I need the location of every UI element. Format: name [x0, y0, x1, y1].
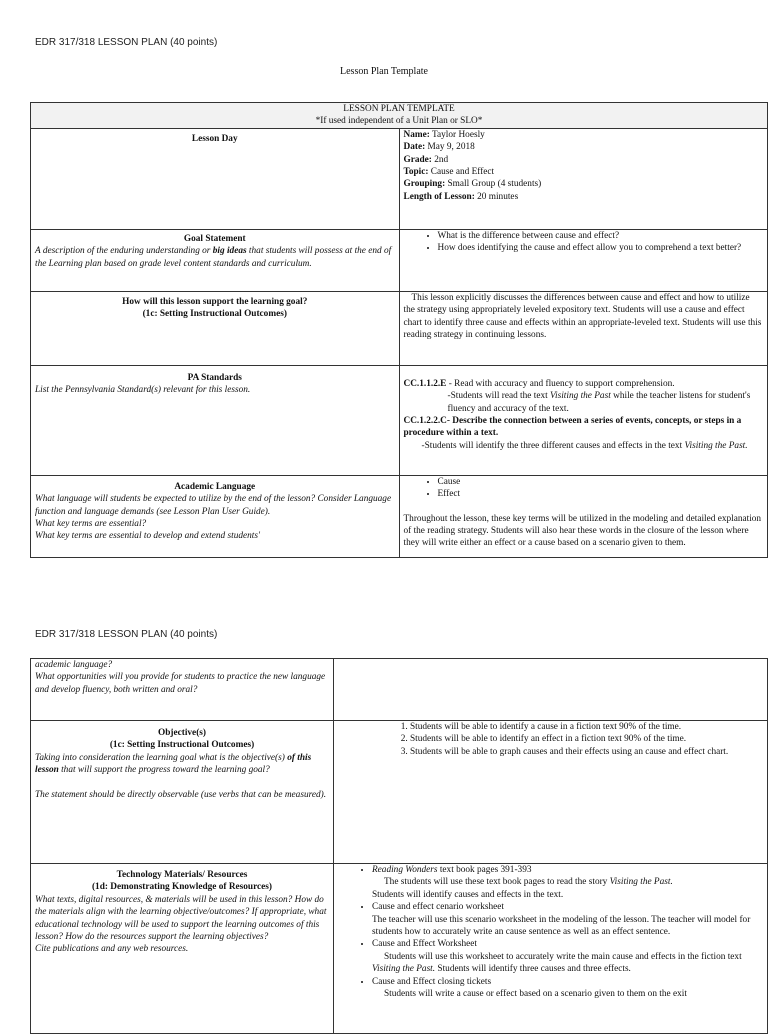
list-item: • How does identifying the cause and effect allow you to comprehend a text better?: [438, 242, 764, 254]
lesson-day-row: [31, 128, 768, 229]
resource-1-detail: The students will use these text book pages to read the story Visiting the Past.: [384, 877, 673, 888]
support-content-cell: [399, 291, 768, 365]
technology-citation-note: Cite publications and any web resources.: [35, 944, 189, 955]
info-length: Length of Lesson: 20 minutes: [403, 191, 519, 202]
resources-list-3: [338, 938, 763, 950]
resource-3-detail: Students will use this worksheet to accurately write the main cause and effects in the fiction text Visiting the Past. Students will identify three causes and three effects.: [372, 951, 742, 975]
academic-language-row: [31, 475, 768, 557]
support-label-cell: [31, 291, 400, 365]
objectives-content-cell: [334, 721, 768, 864]
info-name: Name: Taylor Hoesly: [403, 129, 485, 140]
list-item: • Cause and Effect Worksheet: [372, 938, 763, 950]
objectives-note: The statement should be directly observable (use verbs that can be measured).: [35, 789, 327, 800]
goal-row: [31, 229, 768, 291]
standard-2-detail: -Students will identify the three different causes and effects in the text Visiting the Past.: [421, 440, 748, 451]
page-2-header: EDR 317/318 LESSON PLAN (40 points): [35, 629, 218, 640]
resource-4-detail: Students will write a cause or effect based on a scenario given to them on the exit: [384, 989, 687, 1000]
technology-label-cell: [31, 864, 334, 1034]
list-item: • Cause and effect cenario worksheet: [372, 901, 763, 913]
academic-description-3: What key terms are essential to develop and extend students': [35, 531, 260, 542]
list-item: 2. Students will be able to identify an effect in a fiction text 90% of the time.: [410, 733, 763, 745]
resources-list-4: [338, 976, 763, 988]
pa-label: PA Standards: [187, 372, 242, 383]
standard-1: CC.1.1.2.E - Read with accuracy and fluency to support comprehension.: [403, 378, 675, 389]
technology-label: Technology Materials/ Resources: [116, 870, 248, 880]
standard-2: CC.1.2.2.C- Describe the connection between a series of events, concepts, or steps in a procedure within a text.: [403, 416, 742, 439]
objectives-label-code: (1c: Setting Instructional Outcomes): [109, 740, 255, 751]
list-item: • Cause and Effect closing tickets: [372, 976, 763, 988]
resources-list: [338, 864, 763, 876]
lesson-info-cell: [399, 128, 768, 229]
list-item: • What is the difference between cause and effect?: [438, 230, 764, 242]
page-header: EDR 317/318 LESSON PLAN (40 points): [35, 37, 218, 48]
support-row: [31, 291, 768, 365]
standard-1-detail: -Students will read the text Visiting the Past while the teacher listens for student's fluency and accuracy of the text.: [447, 391, 751, 414]
technology-label-code: (1d: Demonstrating Knowledge of Resources): [91, 882, 273, 893]
info-grouping: Grouping: Small Group (4 students): [403, 179, 542, 190]
list-item: 3. Students will be able to graph causes and their effects using an cause and effect chart.: [410, 746, 763, 758]
support-text: This lesson explicitly discusses the differences between cause and effect and how to utilize the strategy using appropriately leveled expository text. Students will use a cause and effect chart to identify three cause and effects within an appropriate-leveled text. Students will use this reading strategy in continuing lessons.: [403, 292, 762, 341]
academic-continued-line: academic language?: [35, 660, 113, 670]
banner-note: *If used independent of a Unit Plan or SLO*: [315, 116, 483, 127]
banner-title: LESSON PLAN TEMPLATE: [343, 104, 455, 114]
academic-content-cell: [399, 475, 768, 557]
objectives-label-cell: [31, 721, 334, 864]
technology-content-cell: [334, 864, 768, 1034]
objectives-label: Objective(s): [157, 728, 206, 738]
support-label-code: (1c: Setting Instructional Outcomes): [142, 309, 287, 320]
pa-label-cell: [31, 365, 400, 475]
empty-cell: [334, 659, 768, 721]
info-grade: Grade: 2nd: [403, 154, 449, 165]
lesson-day-label: Lesson Day: [191, 133, 238, 144]
academic-description: What language will students be expected to utilize by the end of the lesson? Consider Language function and language demands (see Lesson Plan User Guide).: [35, 494, 392, 517]
pa-content-cell: [399, 365, 768, 475]
info-date: Date: May 9, 2018: [403, 142, 475, 153]
support-label: How will this lesson support the learning goal?: [122, 296, 308, 307]
academic-label: Academic Language: [174, 481, 256, 492]
academic-description-2: What key terms are essential?: [35, 519, 147, 530]
objectives-row: [31, 721, 768, 864]
document-subtitle: Lesson Plan Template: [340, 66, 428, 77]
key-terms: [404, 476, 764, 501]
objectives-description: Taking into consideration the learning goal what is the objective(s) of this lesson that will support the progress toward the learning goal?: [35, 752, 312, 776]
goal-bullets: [404, 230, 764, 255]
goal-description: A description of the enduring understanding or big ideas that students will possess at the end of the Learning plan based on grade level content standards and curriculum.: [35, 246, 392, 269]
lesson-plan-table-continued: [30, 658, 768, 1034]
list-item: • Reading Wonders text book pages 391-393: [372, 864, 763, 876]
goal-label-cell: [31, 229, 400, 291]
technology-row: [31, 864, 768, 1034]
pa-description: List the Pennsylvania Standard(s) relevant for this lesson.: [35, 385, 251, 396]
academic-text: Throughout the lesson, these key terms will be utilized in the modeling and detailed explanation of the reading strategy. Students will also hear these words in the closure of the lesson where they will write either an effect or a cause based on a scenario given to them.: [403, 513, 762, 549]
academic-continued-question: What opportunities will you provide for students to practice the new language and develop fluency, both written and oral?: [35, 672, 326, 695]
resource-1-detail-2: Students will identify causes and effects in the text.: [372, 889, 564, 900]
goal-content-cell: [399, 229, 768, 291]
list-item: 1. Students will be able to identify a cause in a fiction text 90% of the time.: [410, 721, 763, 733]
objectives-list: [338, 721, 763, 758]
lesson-plan-table: [30, 102, 768, 558]
technology-description: What texts, digital resources, & materials will be used in this lesson? How do the materials align with the learning objective/outcomes? If appropriate, what educational technology will be used to support the learning outcomes of this lesson? How do the resources support the learning objectives?: [35, 894, 327, 943]
template-banner: [31, 103, 768, 129]
resources-list-2: [338, 901, 763, 913]
academic-continued-cell: [31, 659, 334, 721]
academic-label-cell: [31, 475, 400, 557]
info-topic: Topic: Cause and Effect: [403, 167, 495, 178]
goal-label: Goal Statement: [183, 233, 246, 244]
pa-standards-row: [31, 365, 768, 475]
list-item: • Cause: [438, 476, 764, 488]
resource-2-detail: The teacher will use this scenario worksheet in the modeling of the lesson. The teacher will model for students how to accurately write an cause sentence as well as an effect sentence.: [372, 914, 751, 938]
list-item: • Effect: [438, 488, 764, 500]
lesson-day-label-cell: [31, 128, 400, 229]
academic-continued-row: [31, 659, 768, 721]
